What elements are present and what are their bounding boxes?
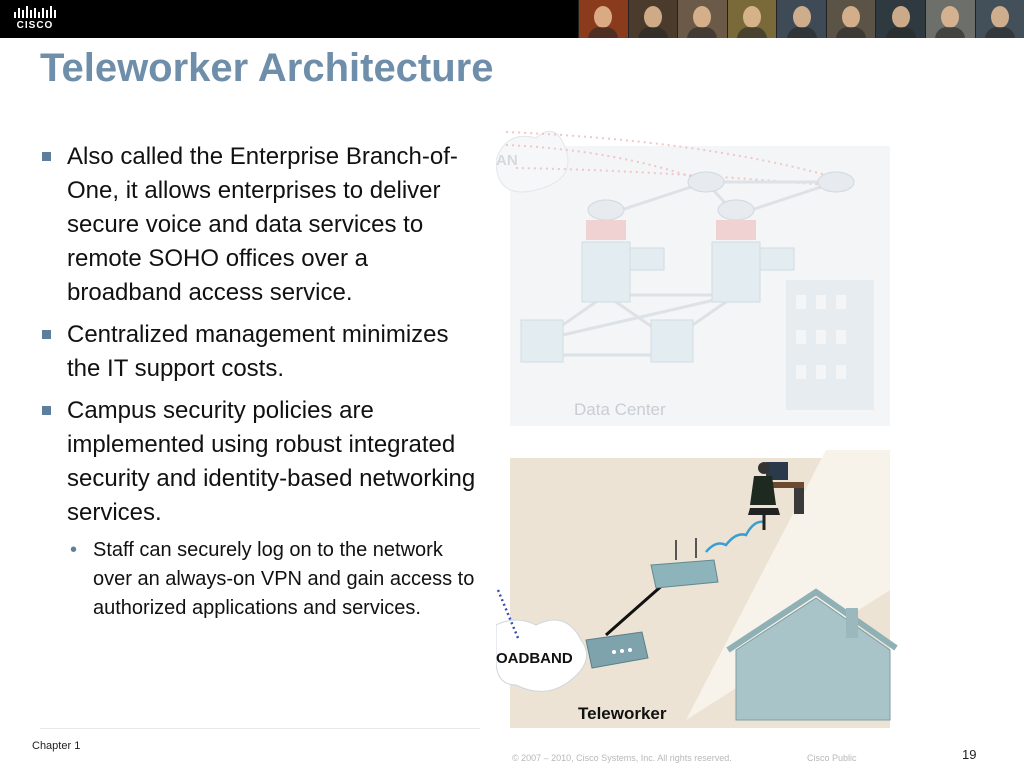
- square-bullet-icon: [42, 406, 51, 415]
- copyright-text: © 2007 – 2010, Cisco Systems, Inc. All rights reserved.: [512, 753, 732, 763]
- classification-text: Cisco Public: [807, 753, 857, 763]
- cisco-logo-icon: [6, 4, 64, 34]
- wan-label: AN: [496, 152, 518, 169]
- switch-icon: [760, 248, 794, 270]
- switch-icon: [521, 320, 563, 362]
- photo: [578, 0, 628, 38]
- bullet-text: Centralized management minimizes the IT support costs.: [67, 321, 449, 382]
- bullet-item: [40, 318, 480, 386]
- photo: [628, 0, 678, 38]
- square-bullet-icon: [42, 152, 51, 161]
- router-icon: [588, 200, 624, 220]
- photo: [826, 0, 876, 38]
- footer-divider: [40, 728, 480, 729]
- page-number: 19: [962, 747, 977, 762]
- router-icon: [818, 172, 854, 192]
- teleworker-label: Teleworker: [578, 704, 667, 723]
- bullet-text: Also called the Enterprise Branch-of-One, it allows enterprises to deliver secure voice and data services to remote SOHO offices over a broadband access service.: [67, 143, 458, 306]
- switch-icon: [712, 242, 760, 302]
- sub-bullet-item: [40, 536, 480, 623]
- square-bullet-icon: [42, 330, 51, 339]
- chapter-label: Chapter 1: [32, 740, 81, 752]
- photo: [776, 0, 826, 38]
- broadband-label: OADBAND: [496, 650, 573, 667]
- switch-icon: [651, 320, 693, 362]
- router-icon: [688, 172, 724, 192]
- photo: [677, 0, 727, 38]
- bullet-item: [40, 394, 480, 530]
- dot-bullet-icon: •: [70, 539, 78, 561]
- building-icon: [786, 280, 874, 410]
- firewall-icon: [586, 220, 626, 240]
- sub-bullet-text: Staff can securely log on to the network over an always-on VPN and gain access to authorized applications and services.: [93, 539, 475, 619]
- data-center-label: Data Center: [574, 400, 666, 419]
- logo-text: CISCO: [16, 20, 54, 31]
- photo: [727, 0, 777, 38]
- bullet-text: Campus security policies are implemented using robust integrated security and identity-based networking services.: [67, 397, 476, 526]
- photo: [875, 0, 925, 38]
- bullet-list: [40, 140, 480, 623]
- switch-icon: [630, 248, 664, 270]
- firewall-icon: [716, 220, 756, 240]
- page-title: Teleworker Architecture: [40, 46, 494, 90]
- photo: [925, 0, 975, 38]
- header-bar: [0, 0, 1024, 38]
- photo-strip: [578, 0, 1024, 38]
- teleworker-diagram: [496, 120, 906, 732]
- photo: [975, 0, 1024, 38]
- router-icon: [718, 200, 754, 220]
- bullet-item: [40, 140, 480, 310]
- switch-icon: [582, 242, 630, 302]
